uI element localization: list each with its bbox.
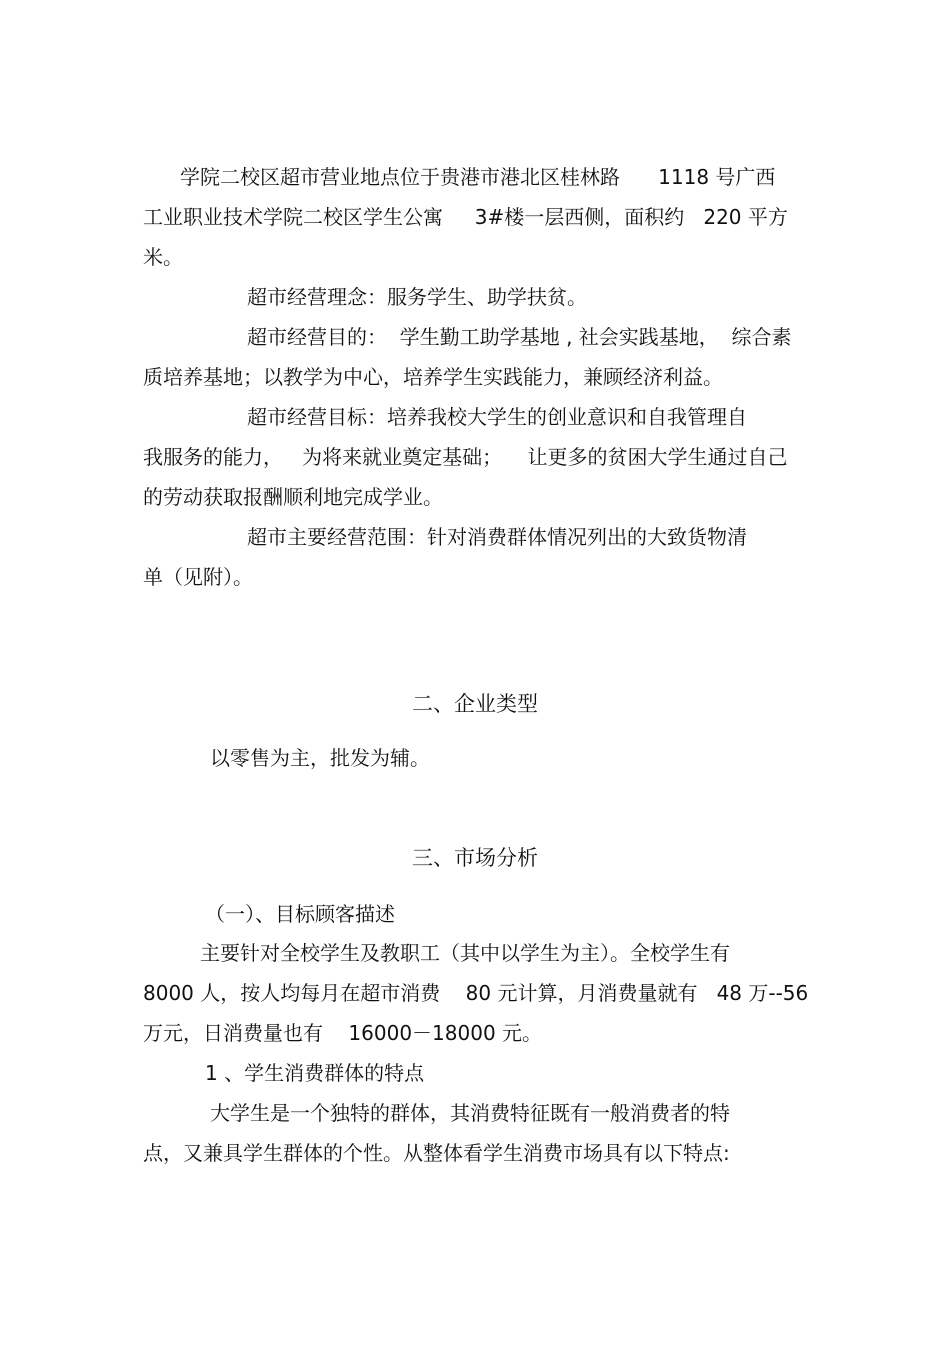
goal-line-3: 的劳动获取报酬顺利地完成学业。 xyxy=(143,485,443,509)
student-paragraph-line-1: 大学生是一个独特的群体，其消费特征既有一般消费者的特 xyxy=(210,1101,730,1125)
student-paragraph-line-2: 点，又兼具学生群体的个性。从整体看学生消费市场具有以下特点: xyxy=(143,1141,730,1165)
purpose-line-2: 质培养基地；以教学为中心，培养学生实践能力，兼顾经济利益。 xyxy=(143,365,723,389)
student-features-item: 1 、学生消费群体的特点 xyxy=(205,1061,425,1085)
scope-line-1: 超市主要经营范围：针对消费群体情况列出的大致货物清 xyxy=(247,525,747,549)
intro-line-3: 米。 xyxy=(143,245,183,269)
customer-paragraph-line-1: 主要针对全校学生及教职工（其中以学生为主）。全校学生有 xyxy=(200,941,730,965)
section-2-title: 二、企业类型 xyxy=(412,692,538,716)
section-3-title: 三、市场分析 xyxy=(412,846,538,870)
customer-paragraph-line-2: 8000 人，按人均每月在超市消费 80 元计算，月消费量就有 48 万--56 xyxy=(143,981,809,1005)
goal-line-2: 我服务的能力， 为将来就业奠定基础； 让更多的贫困大学生通过自己 xyxy=(143,445,788,469)
intro-line-2: 工业职业技术学院二校区学生公寓 3#楼一层西侧，面积约 220 平方 xyxy=(143,205,788,229)
concept-line: 超市经营理念：服务学生、助学扶贫。 xyxy=(247,285,587,309)
scope-line-2: 单（见附）。 xyxy=(143,565,253,589)
customer-paragraph-line-3: 万元，日消费量也有 16000－18000 元。 xyxy=(143,1021,543,1045)
section-2-body: 以零售为主，批发为辅。 xyxy=(210,746,430,770)
target-customer-subheading: （一）、目标顾客描述 xyxy=(205,902,395,926)
purpose-line-1: 超市经营目的： 学生勤工助学基地 , 社会实践基地， 综合素 xyxy=(247,325,792,349)
intro-line-1: 学院二校区超市营业地点位于贵港市港北区桂林路 1118 号广西 xyxy=(180,165,776,189)
goal-line-1: 超市经营目标：培养我校大学生的创业意识和自我管理自 xyxy=(247,405,747,429)
